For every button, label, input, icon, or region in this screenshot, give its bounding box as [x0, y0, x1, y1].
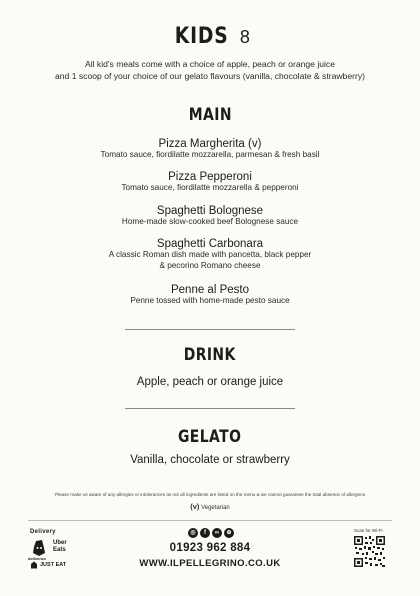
ubereats-line-2: Eats: [53, 547, 66, 553]
intro-text: [0, 58, 420, 82]
social-icons: [187, 528, 235, 540]
menu-item-desc: Tomato sauce, fiordilatte mozzarella & pepperoni: [121, 183, 299, 192]
divider: [125, 329, 295, 330]
ubereats-line-1: Uber: [53, 540, 67, 546]
menu-item-desc: Home-made slow-cooked beef Bolognese sauce: [121, 217, 299, 226]
drink-heading: DRINK: [183, 345, 237, 365]
menu-item-name: Spaghetti Carbonara: [156, 238, 264, 250]
veg-note: [0, 502, 420, 511]
menu-item-name: Spaghetti Bolognese: [156, 205, 264, 217]
menu-item: [0, 205, 420, 228]
facebook-icon[interactable]: f: [200, 528, 210, 538]
drink-text: Apple, peach or orange juice: [136, 376, 284, 388]
kids-price: 8: [239, 27, 250, 47]
gelato-heading-wrap: [0, 427, 420, 447]
menu-item-desc: Tomato sauce, fiordilatte mozzarella, parmesan & fresh basil: [100, 150, 320, 159]
instagram-icon[interactable]: ◎: [188, 528, 198, 538]
menu-item-desc-line-2: & pecorino Romano cheese: [159, 260, 261, 270]
drink-heading-wrap: [0, 345, 420, 365]
website-link[interactable]: WWW.ILPELLEGRINO.CO.UK: [139, 558, 281, 569]
wifi-qr-code[interactable]: [353, 535, 386, 568]
website-icon[interactable]: ⊕: [224, 528, 234, 538]
deliveroo-label: deliveroo: [28, 556, 46, 561]
delivery-label: Delivery: [30, 529, 56, 535]
kids-title: [0, 24, 420, 49]
menu-item-name: Pizza Margherita (v): [158, 138, 262, 150]
gelato-text: Vanilla, chocolate or strawberry: [130, 454, 290, 466]
tripadvisor-icon[interactable]: ∞: [212, 528, 222, 538]
wifi-label: Scan for Wi-Fi: [354, 528, 383, 533]
intro-line-2: and 1 scoop of your choice of our gelato flavours (vanilla, chocolate & strawberry): [54, 71, 365, 82]
veg-symbol: (v): [190, 502, 200, 511]
main-heading-wrap: [0, 105, 420, 125]
menu-item: [0, 138, 420, 161]
menu-item: [0, 284, 420, 307]
intro-line-1: All kid's meals come with a choice of apple, peach or orange juice: [84, 59, 336, 69]
main-heading: MAIN: [188, 105, 232, 125]
footer-divider: [28, 520, 392, 521]
menu-item: [0, 238, 420, 271]
menu-item-desc: Penne tossed with home-made pesto sauce: [130, 296, 290, 305]
veg-label: Vegetarian: [201, 505, 230, 511]
menu-item-name: Penne al Pesto: [170, 284, 249, 296]
gelato-heading: GELATO: [178, 427, 242, 447]
allergy-note: Please make us aware of any allergies or intolerances as not all ingredients are listed on the menu & we cannot guarantee the total absence of allergens: [54, 492, 365, 497]
kids-title-text: KIDS: [174, 24, 229, 49]
phone-number[interactable]: 01923 962 884: [169, 542, 251, 554]
divider: [125, 408, 295, 409]
menu-item: [0, 171, 420, 194]
justeat-label[interactable]: JUST EAT: [40, 562, 67, 568]
menu-item-desc: A classic Roman dish made with pancetta, black pepper: [108, 250, 312, 259]
menu-item-name: Pizza Pepperoni: [168, 171, 252, 183]
